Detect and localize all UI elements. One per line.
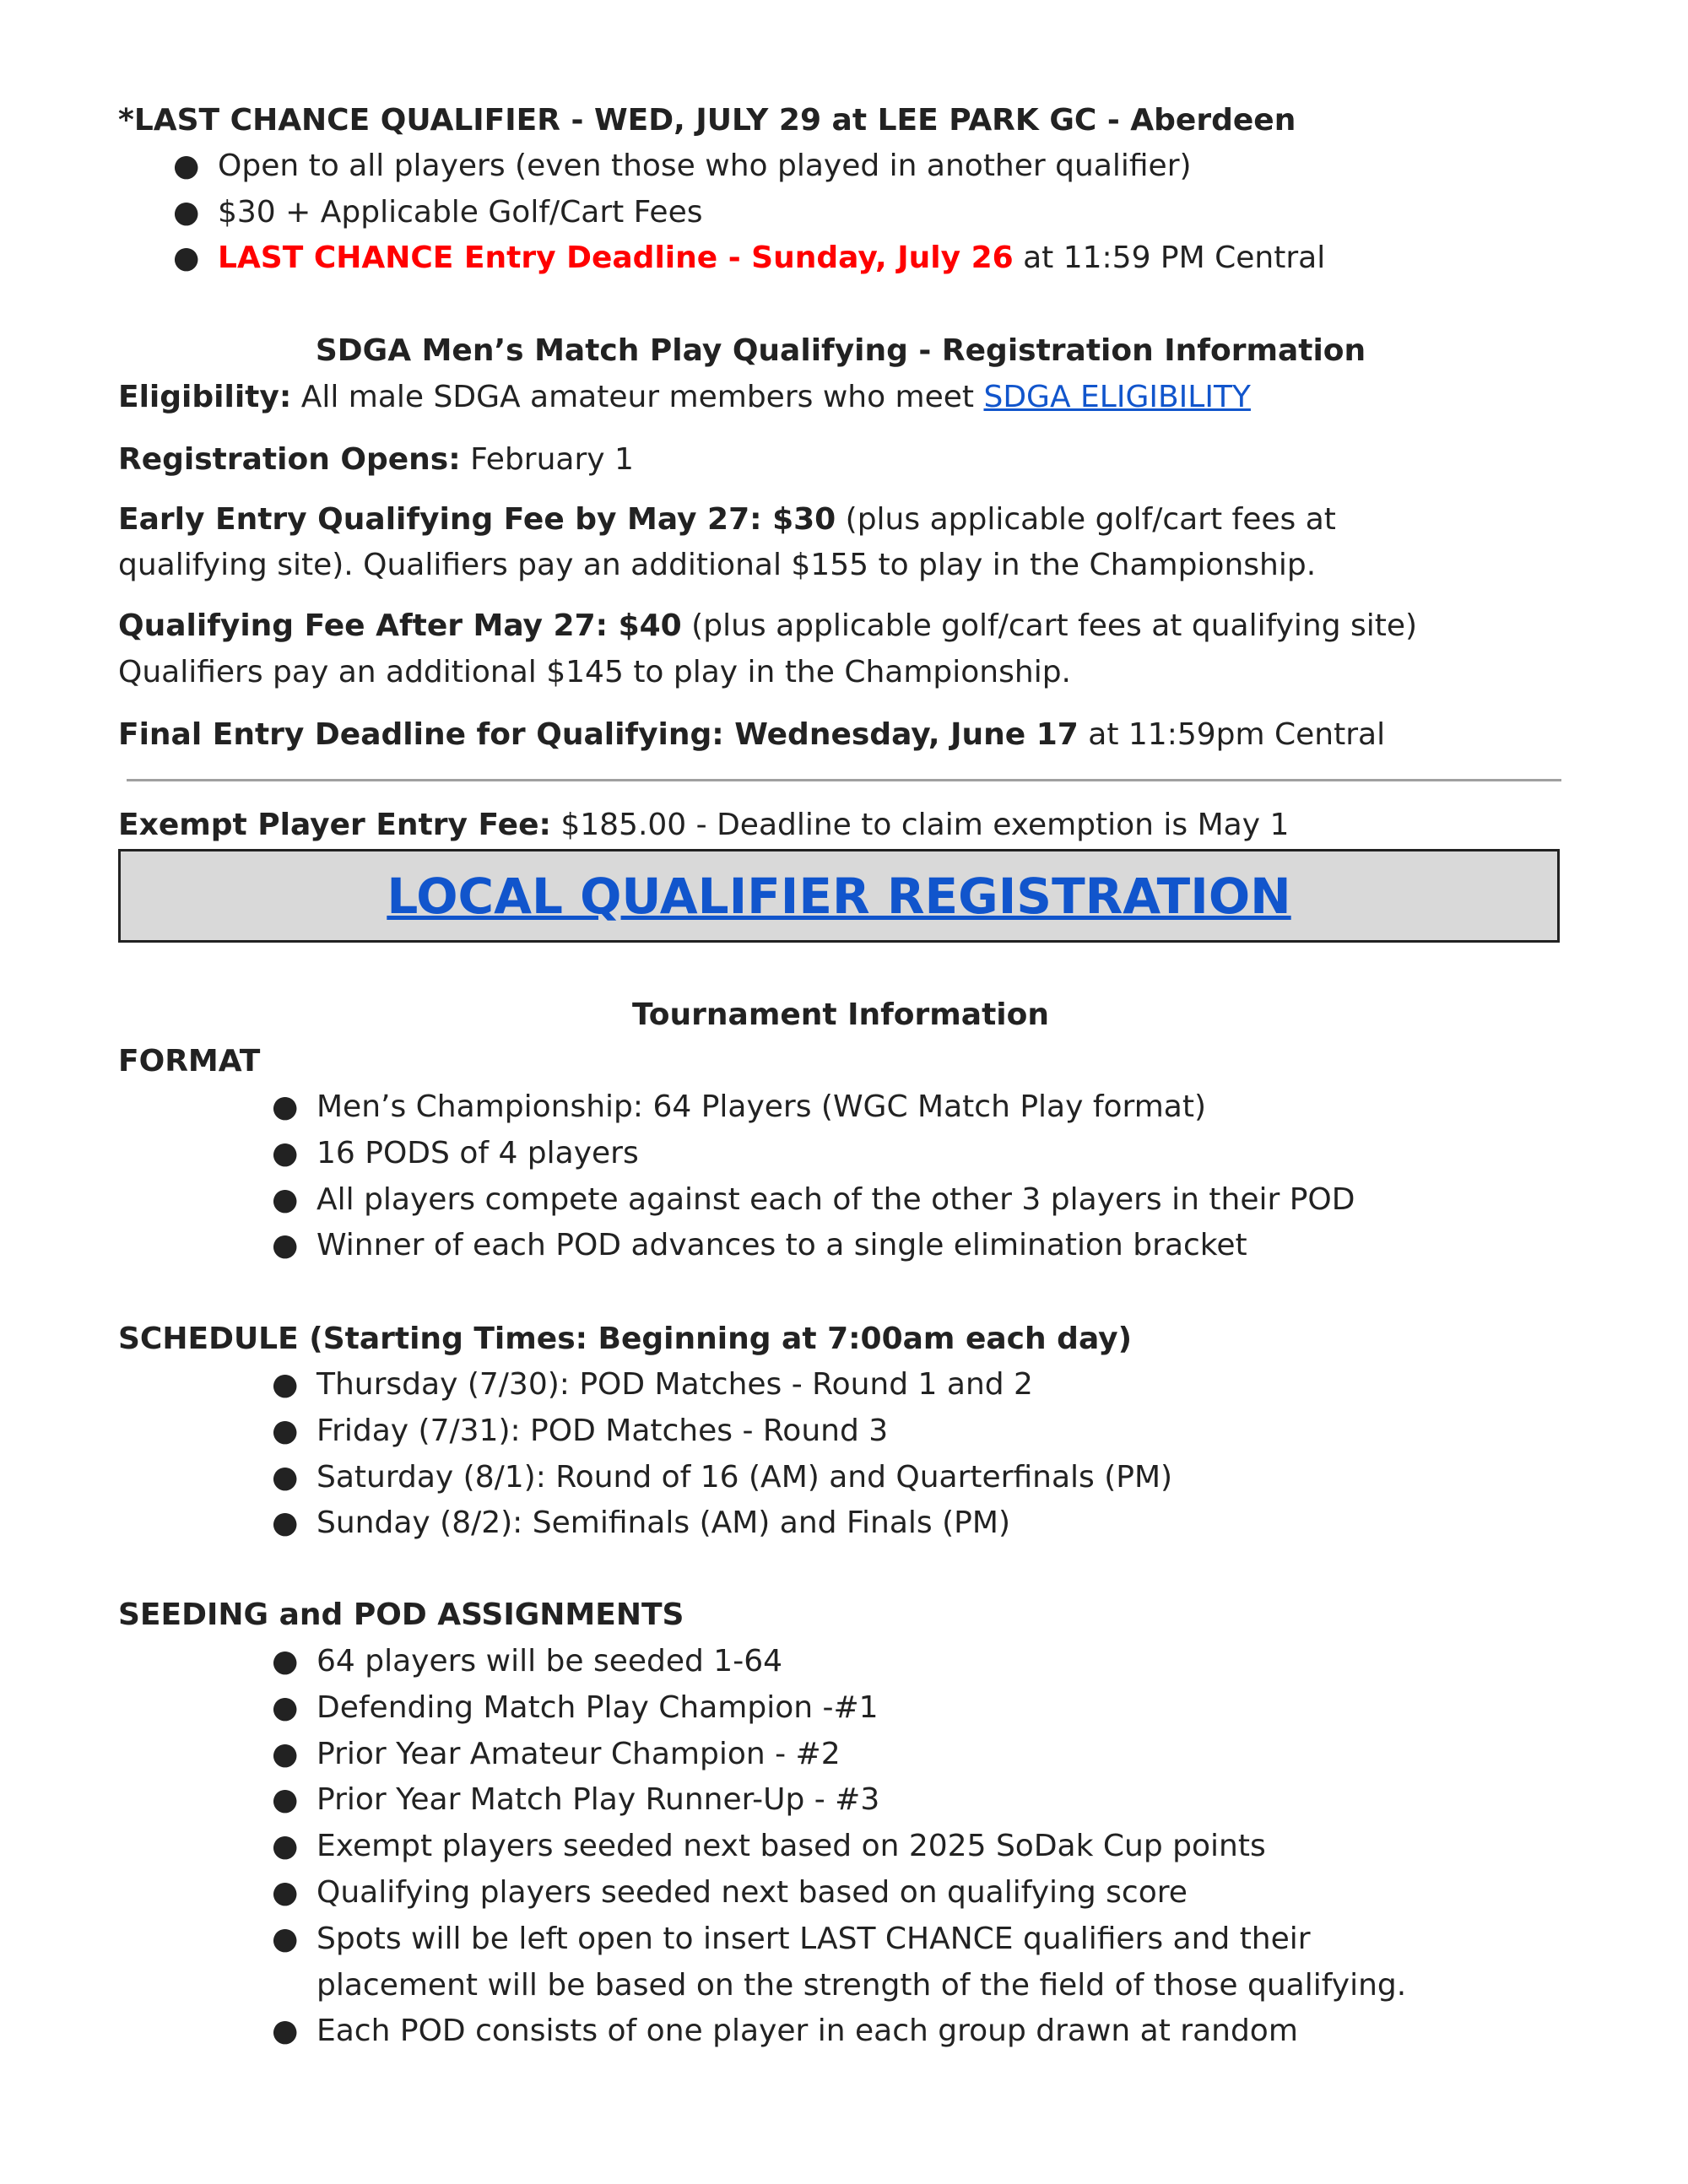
bullet-icon: ● [173, 241, 200, 275]
early-entry-fee [118, 497, 1336, 543]
final-deadline [118, 712, 1385, 758]
bullet-icon: ● [272, 1228, 299, 1263]
list-item: Exempt players seeded next based on 2025 SoDak Cup points [316, 1829, 1266, 1864]
label: Qualifying Fee After May 27: $40 [118, 608, 682, 643]
bullet-icon: ● [272, 1135, 299, 1170]
list-item: $30 + Applicable Golf/Cart Fees [218, 195, 703, 230]
text: $185.00 - Deadline to claim exemption is May 1 [550, 808, 1290, 842]
schedule-heading [118, 1316, 1132, 1362]
list-item: Spots will be left open to insert LAST CHANCE qualifiers and their [316, 1921, 1311, 1956]
bullet-icon: ● [272, 1736, 299, 1771]
bullet-icon: ● [272, 1689, 299, 1725]
bullet-icon: ● [272, 1089, 299, 1124]
bullet-icon: ● [173, 195, 200, 230]
label: Registration Opens: [118, 442, 461, 477]
last-chance-heading [118, 98, 1296, 143]
deadline-red: LAST CHANCE Entry Deadline - Sunday, July 26 [218, 241, 1014, 275]
registration-box [118, 849, 1560, 943]
label: Exempt Player Entry Fee: [118, 808, 551, 842]
eligibility [118, 375, 1251, 420]
text: at 11:59pm Central [1078, 717, 1386, 752]
bullet-icon: ● [272, 1506, 299, 1541]
list-item: Open to all players (even those who played in another qualifier) [218, 149, 1192, 183]
list-item: Saturday (8/1): Round of 16 (AM) and Quarterfinals (PM) [316, 1459, 1173, 1495]
bullet-icon: ● [272, 1829, 299, 1864]
list-item: Thursday (7/30): POD Matches - Round 1 and 2 [316, 1367, 1033, 1402]
bullet-icon: ● [272, 1644, 299, 1679]
bullet-icon: ● [272, 1413, 299, 1448]
bullet-icon: ● [272, 1367, 299, 1402]
bullet-icon: ● [272, 2014, 299, 2049]
bullet-icon: ● [173, 149, 200, 183]
list-item: Prior Year Match Play Runner-Up - #3 [316, 1782, 880, 1818]
late-entry-fee-cont: Qualifiers pay an additional $145 to play in the Championship. [118, 655, 1071, 689]
value: February 1 [460, 442, 634, 477]
exempt-fee [118, 803, 1289, 848]
format-heading [118, 1039, 260, 1084]
list-item: placement will be based on the strength of the field of those qualifying. [316, 1967, 1407, 2003]
heading-text: SDGA Men’s Match Play Qualifying - Registration Information [315, 333, 1366, 368]
tournament-heading [118, 992, 1563, 1038]
bullet-icon: ● [272, 1181, 299, 1217]
heading-text: SEEDING and POD ASSIGNMENTS [118, 1597, 684, 1632]
list-item: All players compete against each of the other 3 players in their POD [316, 1181, 1355, 1217]
early-entry-fee-cont: qualifying site). Qualifiers pay an additional $155 to play in the Championship. [118, 548, 1317, 582]
bullet-icon: ● [272, 1875, 299, 1910]
heading-text: *LAST CHANCE QUALIFIER - WED, JULY 29 at LEE PARK GC - Aberdeen [118, 103, 1296, 138]
list-item: Winner of each POD advances to a single elimination bracket [316, 1228, 1247, 1263]
text: All male SDGA amateur members who meet [291, 380, 984, 414]
local-qualifier-registration-link[interactable]: LOCAL QUALIFIER REGISTRATION [387, 867, 1291, 925]
label: Early Entry Qualifying Fee by May 27: $30 [118, 502, 836, 537]
text: (plus applicable golf/cart fees at qualifying site) [681, 608, 1418, 643]
list-item: Friday (7/31): POD Matches - Round 3 [316, 1413, 889, 1448]
registration-opens [118, 437, 634, 483]
text: (plus applicable golf/cart fees at [836, 502, 1336, 537]
bullet-icon: ● [272, 1782, 299, 1818]
list-item: Qualifying players seeded next based on qualifying score [316, 1875, 1188, 1910]
list-item: Men’s Championship: 64 Players (WGC Match Play format) [316, 1089, 1207, 1124]
list-item: Sunday (8/2): Semifinals (AM) and Finals (PM) [316, 1506, 1010, 1541]
label: Eligibility: [118, 380, 292, 414]
list-item: 16 PODS of 4 players [316, 1135, 639, 1170]
heading-text: SCHEDULE (Starting Times: Beginning at 7:00am each day) [118, 1322, 1133, 1356]
heading-text: FORMAT [118, 1044, 261, 1078]
label: Final Entry Deadline for Qualifying: Wednesday, June 17 [118, 717, 1079, 752]
heading-text: Tournament Information [632, 997, 1049, 1032]
registration-heading [118, 328, 1563, 374]
divider [127, 779, 1561, 781]
bullet-icon: ● [272, 1459, 299, 1495]
list-item: Defending Match Play Champion -#1 [316, 1689, 879, 1725]
late-entry-fee [118, 603, 1417, 649]
last-chance-deadline [218, 235, 1325, 281]
sdga-eligibility-link[interactable]: SDGA ELIGIBILITY [983, 380, 1251, 414]
list-item: 64 players will be seeded 1-64 [316, 1644, 783, 1679]
bullet-icon: ● [272, 1921, 299, 1956]
list-item: Each POD consists of one player in each group drawn at random [316, 2014, 1298, 2049]
deadline-time: at 11:59 PM Central [1013, 241, 1326, 275]
list-item: Prior Year Amateur Champion - #2 [316, 1736, 841, 1771]
seeding-heading [118, 1592, 684, 1638]
